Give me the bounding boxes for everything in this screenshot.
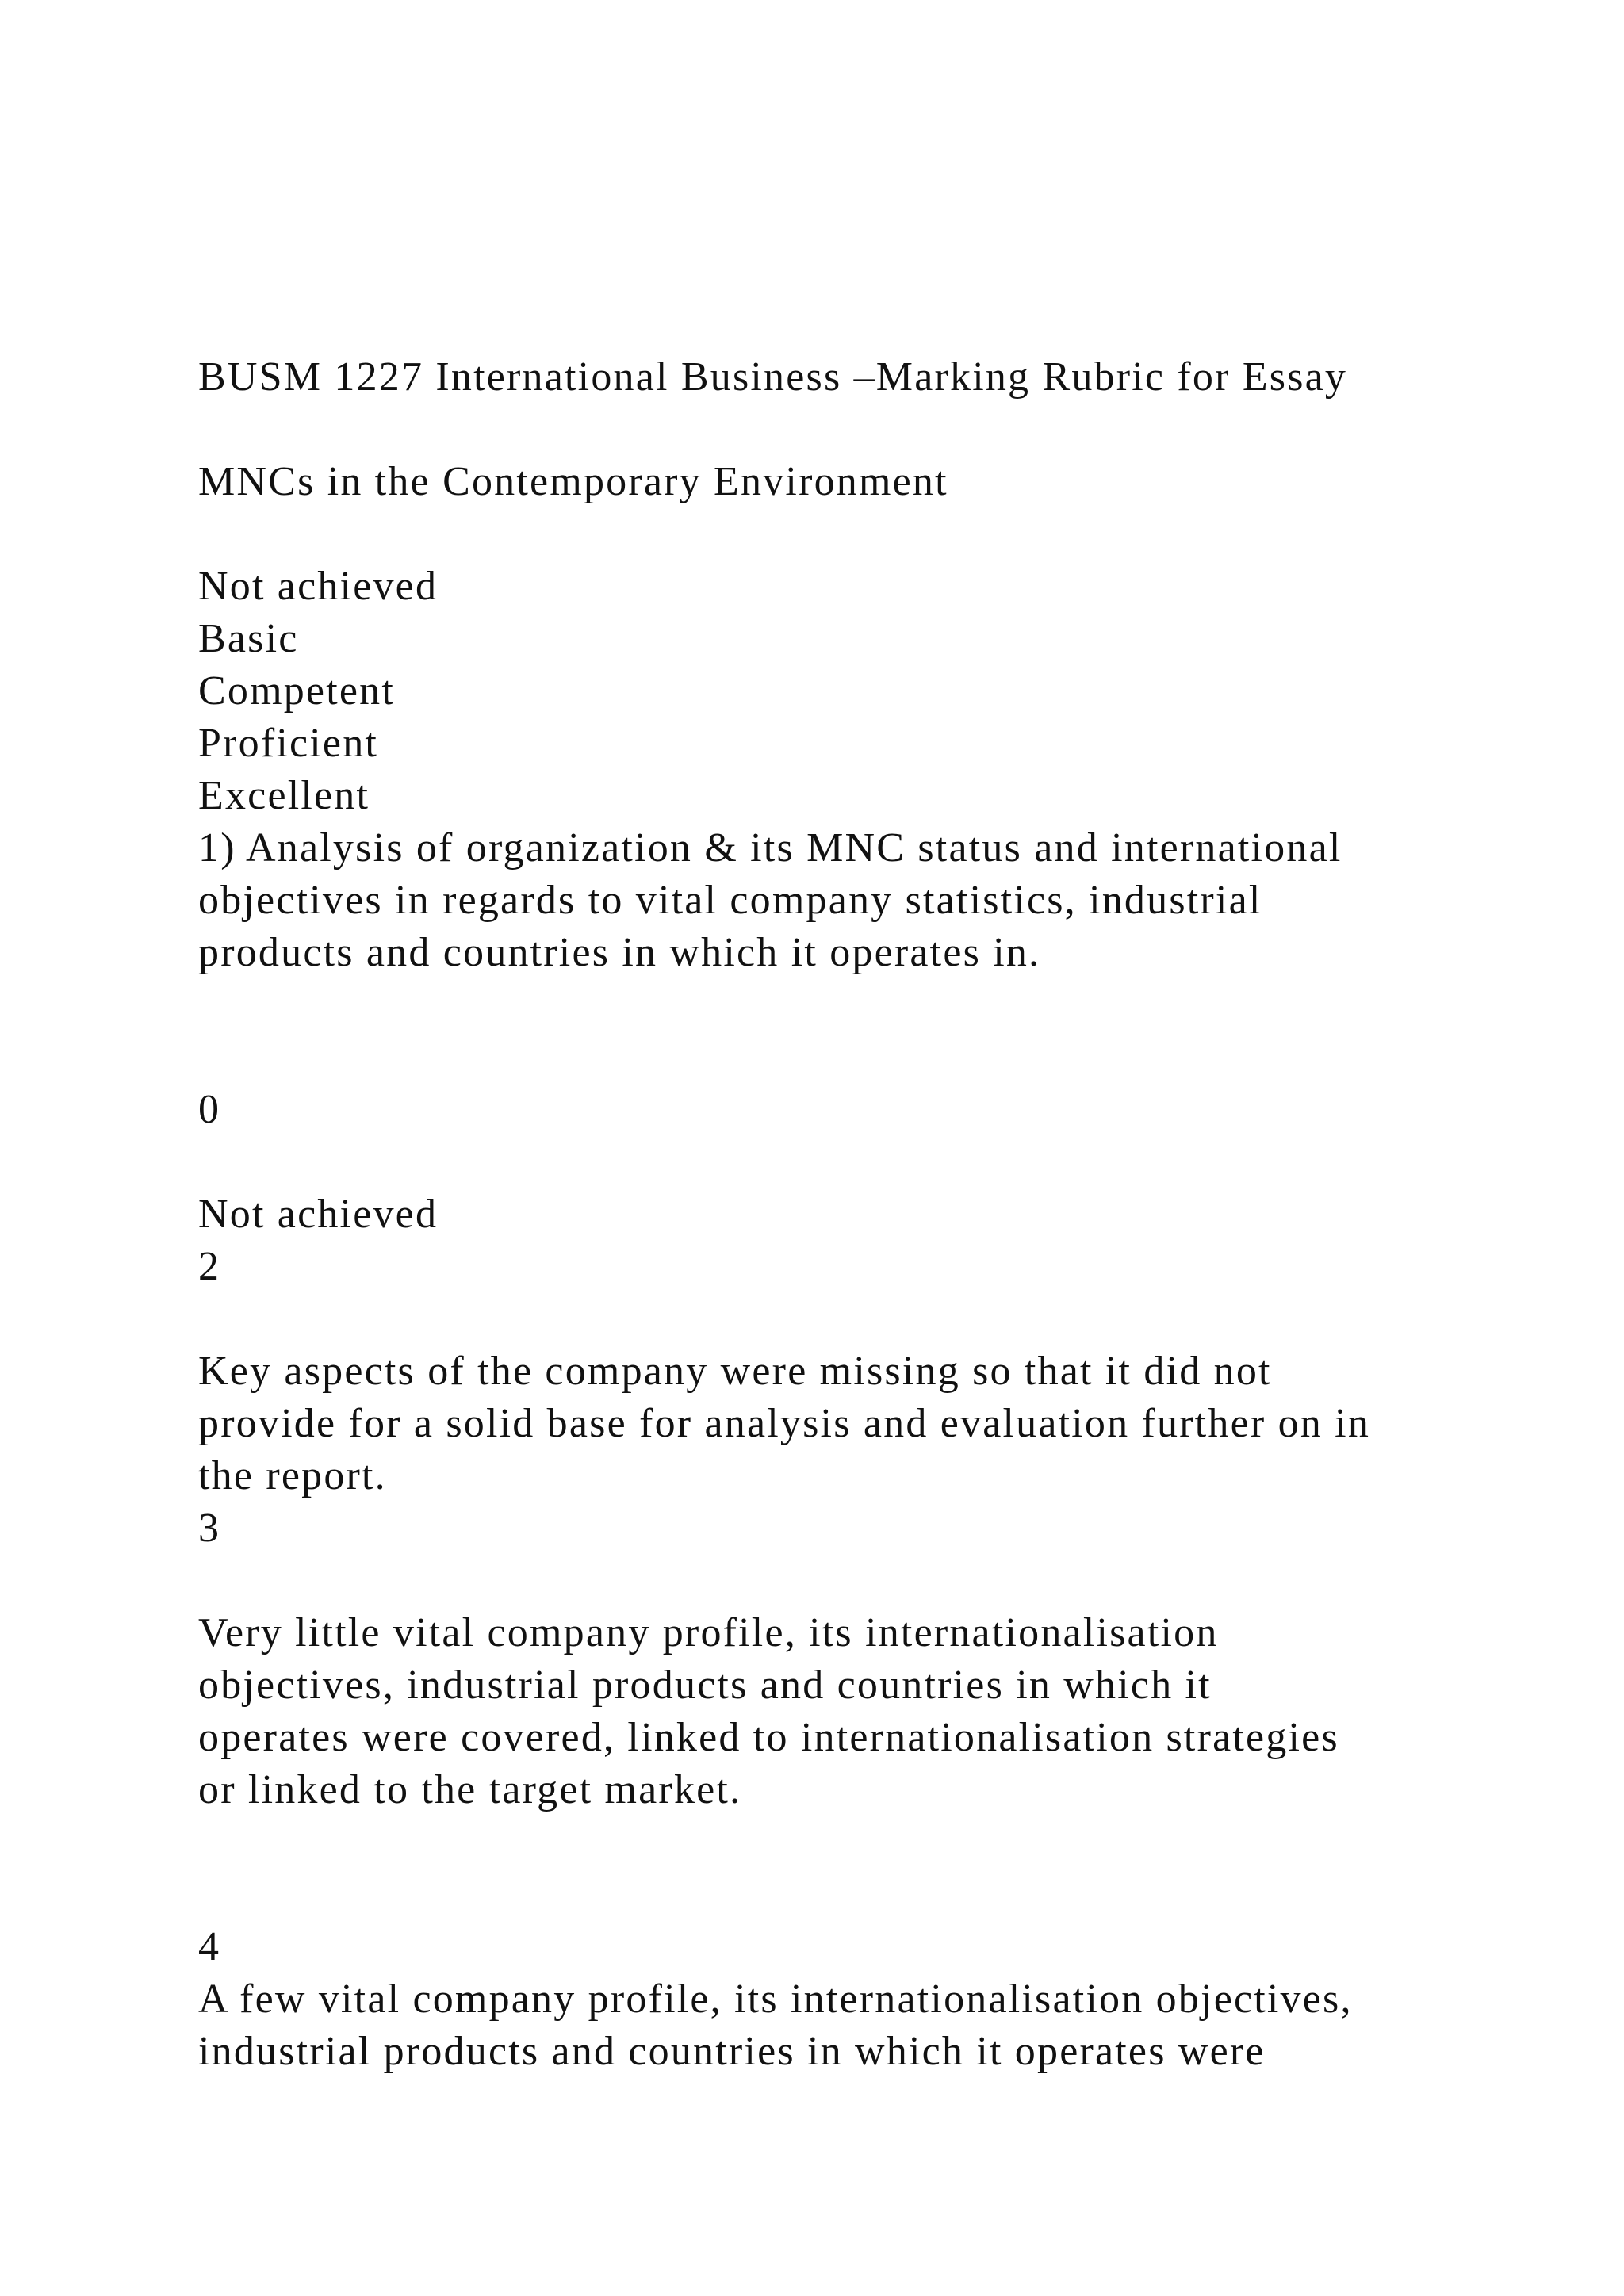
score-4: 4 — [198, 1924, 221, 1969]
spacer — [198, 1136, 1546, 1188]
criterion-text: objectives in regards to vital company statistics, industrial — [198, 878, 1262, 923]
level-basic: Basic — [198, 616, 299, 661]
spacer — [198, 1293, 1546, 1345]
score-3-description: operates were covered, linked to internationalisation strategies — [198, 1715, 1339, 1760]
criterion-text: 1) Analysis of organization & its MNC status and international — [198, 825, 1342, 871]
score-0-label: Not achieved — [198, 1192, 439, 1237]
level-proficient: Proficient — [198, 721, 379, 766]
score-4-description: A few vital company profile, its internationalisation objectives, — [198, 1976, 1353, 2022]
spacer — [198, 508, 1546, 561]
spacer — [198, 1031, 1546, 1084]
score-3-description: or linked to the target market. — [198, 1767, 742, 1812]
score-3: 3 — [198, 1506, 221, 1551]
score-3-description: objectives, industrial products and countries in which it — [198, 1663, 1212, 1708]
spacer — [198, 979, 1546, 1031]
document-body — [198, 351, 1546, 2078]
score-4-description: industrial products and countries in which it operates were — [198, 2029, 1266, 2074]
level-excellent: Excellent — [198, 773, 370, 818]
score-0: 0 — [198, 1087, 221, 1132]
spacer — [198, 404, 1546, 456]
spacer — [198, 1816, 1546, 1869]
score-3-description: Very little vital company profile, its internationalisation — [198, 1610, 1219, 1655]
spacer — [198, 1869, 1546, 1921]
score-2-description: the report. — [198, 1453, 387, 1498]
spacer — [198, 1555, 1546, 1607]
score-2-description: provide for a solid base for analysis and evaluation further on in — [198, 1401, 1371, 1446]
level-competent: Competent — [198, 668, 395, 714]
score-2-description: Key aspects of the company were missing so that it did not — [198, 1349, 1272, 1394]
level-not-achieved: Not achieved — [198, 564, 439, 609]
document-subtitle: MNCs in the Contemporary Environment — [198, 459, 948, 504]
document-title: BUSM 1227 International Business –Marking Rubric for Essay — [198, 354, 1348, 400]
score-2: 2 — [198, 1244, 221, 1289]
criterion-text: products and countries in which it operates in. — [198, 930, 1041, 975]
